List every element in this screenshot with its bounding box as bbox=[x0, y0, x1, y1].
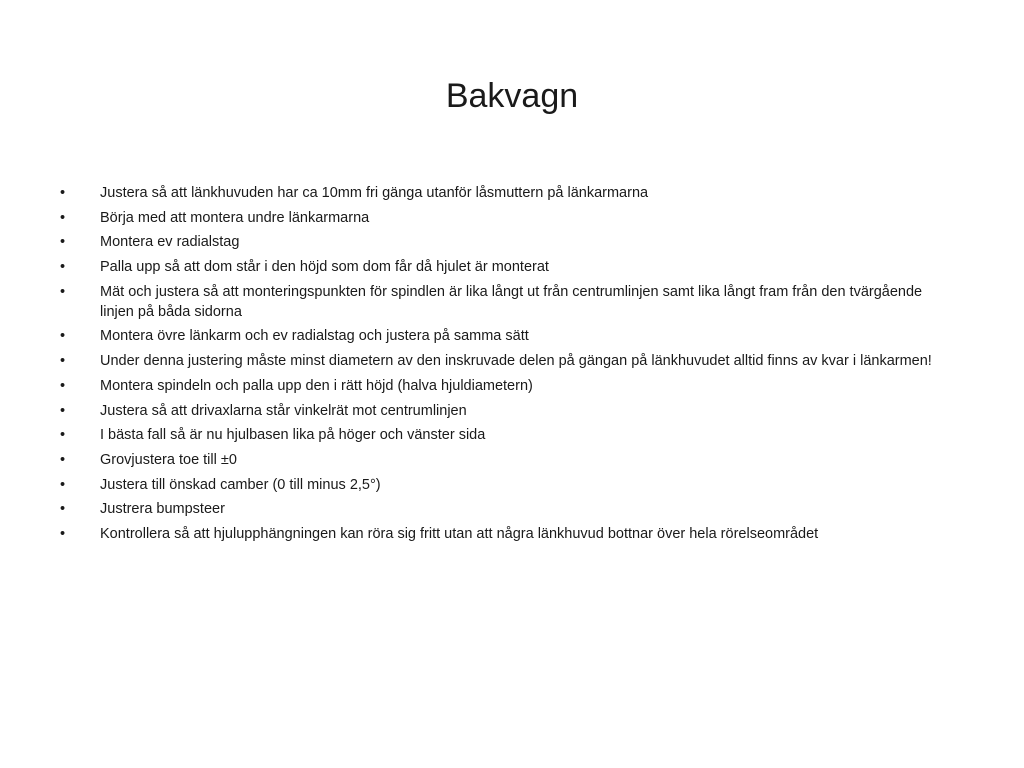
bullet-text: Montera spindeln och palla upp den i rätt höjd (halva hjuldiametern) bbox=[100, 377, 533, 394]
bullet-text: Under denna justering måste minst diametern av den inskruvade delen på gängan på länkhuvudet alltid finns av kvar i länkarmen! bbox=[100, 353, 932, 370]
bullet-item bbox=[60, 351, 940, 371]
bullet-text: Palla upp så att dom står i den höjd som dom får då hjulet är monterat bbox=[100, 259, 549, 276]
bullet-dot-icon: • bbox=[60, 427, 66, 444]
bullet-dot-icon: • bbox=[60, 476, 66, 493]
bullet-dot-icon: • bbox=[60, 328, 66, 345]
bullet-item bbox=[60, 282, 940, 322]
bullet-text: Justera så att länkhuvuden har ca 10mm fri gänga utanför låsmuttern på länkarmarna bbox=[100, 185, 649, 201]
bullet-text: Montera ev radialstag bbox=[100, 234, 240, 251]
bullet-text: Börja med att montera undre länkarmarna bbox=[100, 209, 370, 226]
bullet-text: Mät och justera så att monteringspunkten för spindlen är lika långt ut från centrumlinjen samt lika långt fram från den tvärgående linjen på båda sidorna bbox=[100, 283, 923, 320]
bullet-item bbox=[60, 376, 940, 396]
bullet-text: Montera övre länkarm och ev radialstag och justera på samma sätt bbox=[100, 328, 529, 345]
bullet-text: Justera så att drivaxlarna står vinkelrät mot centrumlinjen bbox=[100, 402, 467, 419]
bullet-text: Kontrollera så att hjulupphängningen kan röra sig fritt utan att några länkhuvud bottnar över hela rörelseområdet bbox=[100, 525, 819, 542]
bullet-dot-icon: • bbox=[60, 283, 66, 300]
slide-title: Bakvagn bbox=[445, 77, 579, 115]
bullet-item bbox=[60, 425, 940, 445]
bullet-item bbox=[60, 475, 940, 495]
bullet-item bbox=[60, 232, 940, 252]
bullet-text: Justera till önskad camber (0 till minus 2,5°) bbox=[100, 476, 381, 493]
bullet-item bbox=[60, 257, 940, 277]
bullet-item bbox=[60, 450, 940, 470]
bullet-dot-icon: • bbox=[60, 209, 66, 226]
bullet-text: Justrera bumpsteer bbox=[100, 501, 225, 518]
bullet-text: Grovjustera toe till ±0 bbox=[100, 451, 237, 468]
bullet-item bbox=[60, 524, 940, 544]
bullet-dot-icon: • bbox=[60, 402, 66, 419]
bullet-item bbox=[60, 499, 940, 519]
bullet-dot-icon: • bbox=[60, 185, 66, 201]
bullet-dot-icon: • bbox=[60, 451, 66, 468]
bullet-dot-icon: • bbox=[60, 353, 66, 370]
bullet-dot-icon: • bbox=[60, 259, 66, 276]
bullet-list bbox=[60, 183, 940, 549]
bullet-item bbox=[60, 401, 940, 421]
bullet-dot-icon: • bbox=[60, 525, 66, 542]
bullet-item bbox=[60, 208, 940, 228]
bullet-text: I bästa fall så är nu hjulbasen lika på höger och vänster sida bbox=[100, 427, 486, 444]
bullet-dot-icon: • bbox=[60, 377, 66, 394]
bullet-item bbox=[60, 326, 940, 346]
bullet-dot-icon: • bbox=[60, 234, 66, 251]
bullet-item bbox=[60, 183, 940, 203]
bullet-dot-icon: • bbox=[60, 501, 66, 518]
